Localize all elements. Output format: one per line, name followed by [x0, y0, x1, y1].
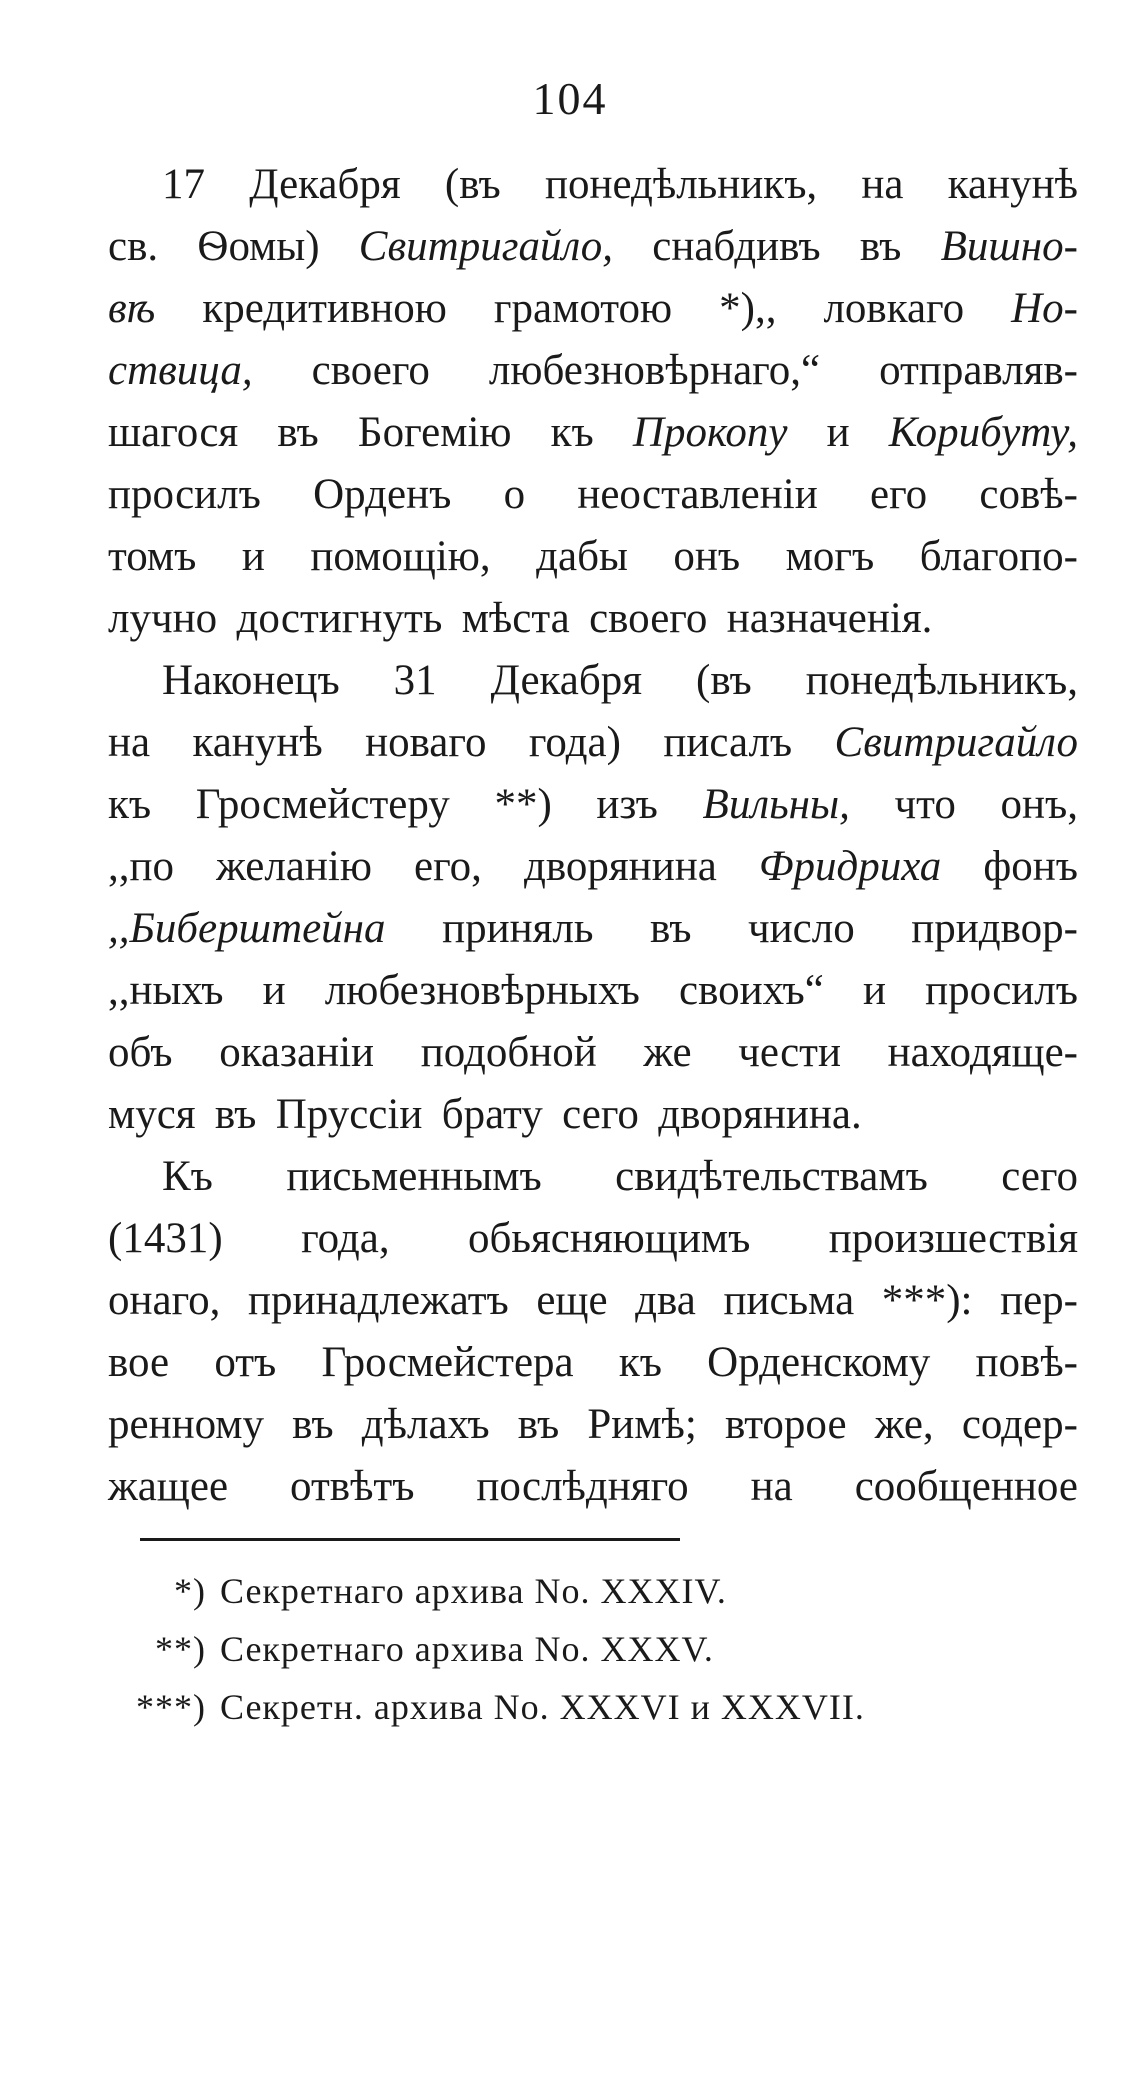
word: писалъ [663, 719, 793, 766]
word: и [241, 533, 265, 580]
word: новаго [365, 719, 487, 766]
text-line [108, 656, 1078, 718]
word: Вишно- [940, 223, 1078, 270]
text-line [108, 470, 1078, 532]
word: Гросмейстера [321, 1339, 574, 1386]
word: Декабря [490, 657, 643, 704]
word: и [862, 967, 886, 1014]
text-line [108, 1462, 1078, 1524]
word: Корибуту, [888, 409, 1078, 456]
word: своего [311, 347, 430, 394]
word: совѣ- [979, 471, 1078, 518]
word: муся [108, 1091, 196, 1138]
text-line [108, 1028, 1078, 1090]
word: любезновѣрнаго,“ [488, 347, 821, 394]
word: своихъ“ [679, 967, 824, 1014]
text-line [108, 408, 1078, 470]
body-text [108, 160, 1078, 1524]
footnote [110, 1570, 1070, 1628]
footnote-mark: *) [174, 1571, 206, 1611]
word: 17 [162, 161, 205, 208]
footnote-mark: ***) [136, 1687, 206, 1727]
word: Гросмейстеру [195, 781, 450, 828]
word: понедѣльникъ, [544, 161, 818, 208]
word: письма [723, 1277, 855, 1324]
word: что [894, 781, 956, 828]
word: обьясняющимъ [468, 1215, 751, 1262]
word: Фридриха [758, 843, 942, 890]
word: пер- [1000, 1277, 1078, 1324]
word: ловкаго [823, 285, 965, 332]
word: Къ [162, 1153, 213, 1200]
word: Свитригайло [834, 719, 1078, 766]
word: Прокопу [632, 409, 788, 456]
word: сего [562, 1091, 639, 1138]
word: шагося [108, 409, 239, 456]
word: грамотою [493, 285, 673, 332]
word: Декабря [249, 161, 401, 208]
word: въ [214, 1091, 257, 1138]
word: своего [589, 595, 708, 642]
word: томъ [108, 533, 197, 580]
word: отъ [214, 1339, 277, 1386]
word: изъ [596, 781, 658, 828]
word: Свитригайло, [358, 223, 613, 270]
word: послѣдняго [476, 1463, 689, 1510]
footnote-text: Секретнаго архива No. XXXIV. [220, 1571, 727, 1611]
word: число [748, 905, 855, 952]
word: любезновѣрныхъ [324, 967, 640, 1014]
word: года) [528, 719, 621, 766]
word: ,,по [108, 843, 175, 890]
word: канунѣ [947, 161, 1078, 208]
text-line [108, 222, 1078, 284]
word: вѣ [108, 285, 156, 332]
word: находяще- [887, 1029, 1078, 1076]
word: назначенія. [726, 595, 933, 642]
footnote [110, 1628, 1070, 1686]
word: къ [108, 781, 152, 828]
word: еще [536, 1277, 608, 1324]
text-line [108, 1152, 1078, 1214]
word: (въ [696, 657, 752, 704]
word: ренному [108, 1401, 265, 1448]
word: неоставленіи [577, 471, 818, 518]
word: дворянина [524, 843, 717, 890]
word: Орденскому [707, 1339, 931, 1386]
word: въ [517, 1401, 560, 1448]
text-line [108, 532, 1078, 594]
word: св. [108, 223, 159, 270]
word: произшествія [828, 1215, 1078, 1262]
word: онъ, [1000, 781, 1078, 828]
word: канунѣ [192, 719, 323, 766]
word: Но- [1011, 285, 1078, 332]
word: свидѣтельствамъ [615, 1153, 928, 1200]
word: года, [301, 1215, 390, 1262]
word: лучно [108, 595, 218, 642]
word: жащее [108, 1463, 229, 1510]
word: вое [108, 1339, 170, 1386]
text-line [108, 842, 1078, 904]
word: дворянина. [658, 1091, 862, 1138]
word: дабы [536, 533, 628, 580]
word: снабдивъ [652, 223, 821, 270]
word: дѣлахъ [361, 1401, 490, 1448]
word: могъ [785, 533, 875, 580]
word: его, [414, 843, 482, 890]
word: 31 [393, 657, 437, 704]
word: желанію [216, 843, 372, 890]
word: въ [277, 409, 319, 456]
word: ,,Биберштейна [108, 905, 386, 952]
word: ,,ныхъ [108, 967, 224, 1014]
word: о [503, 471, 526, 518]
word: брату [441, 1091, 543, 1138]
word: на [108, 719, 151, 766]
word: просилъ [925, 967, 1078, 1014]
footnote-mark: **) [155, 1629, 206, 1669]
word: отвѣтъ [290, 1463, 415, 1510]
text-line [108, 594, 1078, 656]
word: къ [550, 409, 594, 456]
word: Вильны, [702, 781, 850, 828]
text-line [108, 1338, 1078, 1400]
word: кредитивною [202, 285, 447, 332]
word: къ [618, 1339, 662, 1386]
word: онъ [673, 533, 741, 580]
word: два [635, 1277, 696, 1324]
word: (1431) [108, 1215, 223, 1262]
word: ствица, [108, 347, 253, 394]
word: и [826, 409, 850, 456]
word: Орденъ [313, 471, 452, 518]
word: письменнымъ [286, 1153, 542, 1200]
word: Богемію [357, 409, 512, 456]
footnotes [110, 1570, 1070, 1744]
word: въ [650, 905, 692, 952]
word: Ѳомы) [197, 223, 320, 270]
word: приняль [442, 905, 594, 952]
word: чести [738, 1029, 841, 1076]
footnote-text: Секретн. архива No. XXXVI и XXXVII. [220, 1687, 865, 1727]
text-line [108, 1214, 1078, 1276]
word: просилъ [108, 471, 261, 518]
word: содер- [961, 1401, 1078, 1448]
word: и [262, 967, 286, 1014]
word: Наконецъ [162, 657, 340, 704]
word: Римѣ; [587, 1401, 697, 1448]
word: второе [724, 1401, 847, 1448]
word: же [643, 1029, 692, 1076]
word: придвор- [911, 905, 1078, 952]
text-line [108, 1400, 1078, 1462]
text-line [108, 1276, 1078, 1338]
word: ***): [881, 1277, 973, 1324]
text-line [108, 284, 1078, 346]
word: онаго, [108, 1277, 221, 1324]
text-line [108, 780, 1078, 842]
text-line [108, 160, 1078, 222]
text-line [108, 904, 1078, 966]
word: подобной [420, 1029, 597, 1076]
word: благопо- [919, 533, 1078, 580]
footnote-divider [140, 1538, 680, 1541]
word: сего [1001, 1153, 1078, 1200]
text-line [108, 1090, 1078, 1152]
word: понедѣльникъ, [805, 657, 1078, 704]
footnote [110, 1686, 1070, 1744]
word: на [861, 161, 904, 208]
text-line [108, 346, 1078, 408]
word: же, [874, 1401, 934, 1448]
word: оказаніи [219, 1029, 375, 1076]
word: помощію, [310, 533, 491, 580]
word: объ [108, 1029, 173, 1076]
word: сообщенное [854, 1463, 1078, 1510]
text-line [108, 966, 1078, 1028]
word: принадлежатъ [247, 1277, 509, 1324]
word: Пруссіи [275, 1091, 423, 1138]
page-number: 104 [532, 73, 608, 124]
word: фонъ [983, 843, 1078, 890]
word: въ [292, 1401, 334, 1448]
word: **) [494, 781, 552, 828]
word: (въ [444, 161, 501, 208]
footnote-text: Секретнаго архива No. XXXV. [220, 1629, 714, 1669]
word: отправляв- [879, 347, 1078, 394]
word: на [750, 1463, 793, 1510]
word: достигнуть [236, 595, 443, 642]
word: *),, [719, 285, 777, 332]
word: повѣ- [975, 1339, 1078, 1386]
word: въ [859, 223, 902, 270]
word: его [869, 471, 928, 518]
word: мѣста [461, 595, 570, 642]
text-line [108, 718, 1078, 780]
